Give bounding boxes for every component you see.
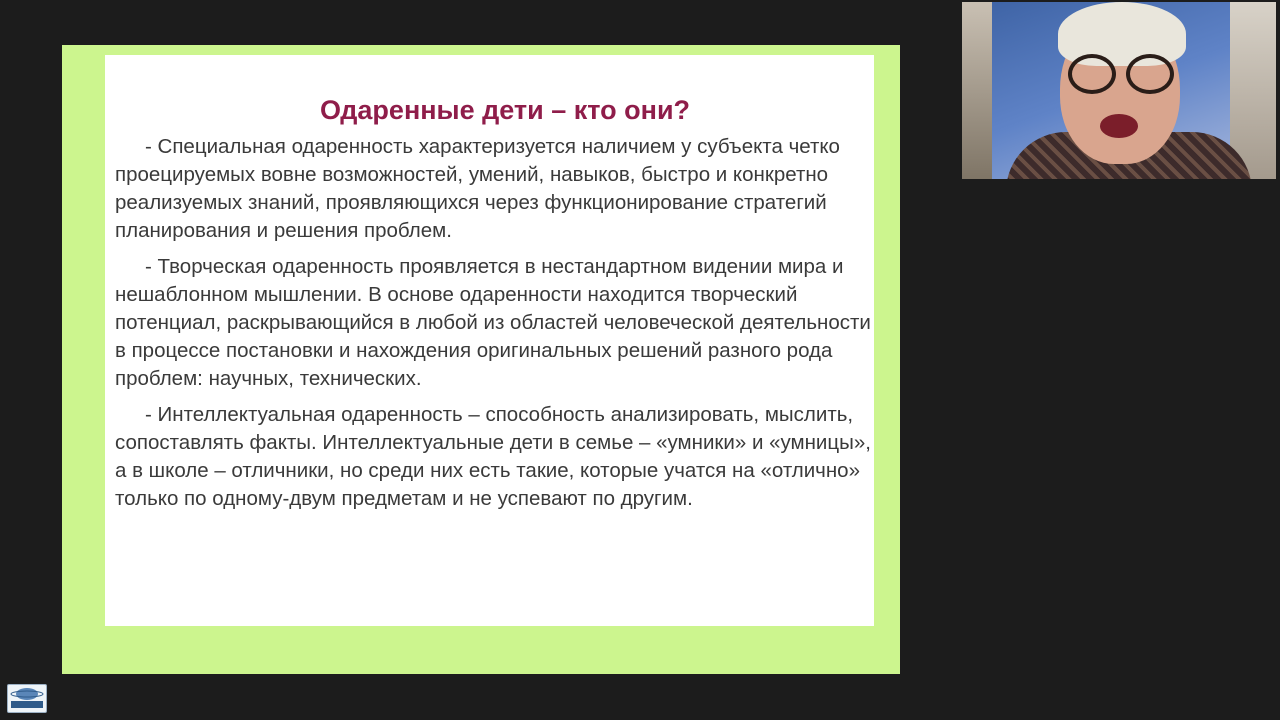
background-shelf-left bbox=[962, 2, 992, 179]
slide-body bbox=[115, 133, 875, 521]
glasses-left-lens bbox=[1068, 54, 1116, 94]
slide-title: Одаренные дети – кто они? bbox=[319, 95, 691, 125]
presenter-webcam bbox=[962, 2, 1276, 179]
paragraph-creative-giftedness: - Творческая одаренность проявляется в нестандартном видении мира и нешаблонном мышлении. В основе одаренности находится творческий потенциал, раскрывающийся в любой из областей человеческой деятельности в процессе постановки и нахождения оригинальных решений разного рода проблем: научных, технических. bbox=[115, 255, 871, 390]
presentation-slide bbox=[62, 45, 900, 674]
glasses-right-lens bbox=[1126, 54, 1174, 94]
planet-logo-icon bbox=[7, 684, 47, 713]
slide-content-card bbox=[105, 55, 874, 626]
presenter-mouth bbox=[1100, 114, 1138, 138]
presenter-hair bbox=[1058, 2, 1186, 66]
paragraph-intellectual-giftedness: - Интеллектуальная одаренность – способность анализировать, мыслить, сопоставлять факты. Интеллектуальные дети в семье – «умники» и «умницы», а в школе – отличники, но среди них есть такие, которые учатся на «отлично» только по одному-двум предметам и не успевают по другим. bbox=[115, 403, 871, 510]
paragraph-special-giftedness: - Специальная одаренность характеризуется наличием у субъекта четко проецируемых вовне возможностей, умений, навыков, быстро и конкретно реализуемых знаний, проявляющихся через функционирование стратегий планирования и решения проблем. bbox=[115, 135, 840, 242]
